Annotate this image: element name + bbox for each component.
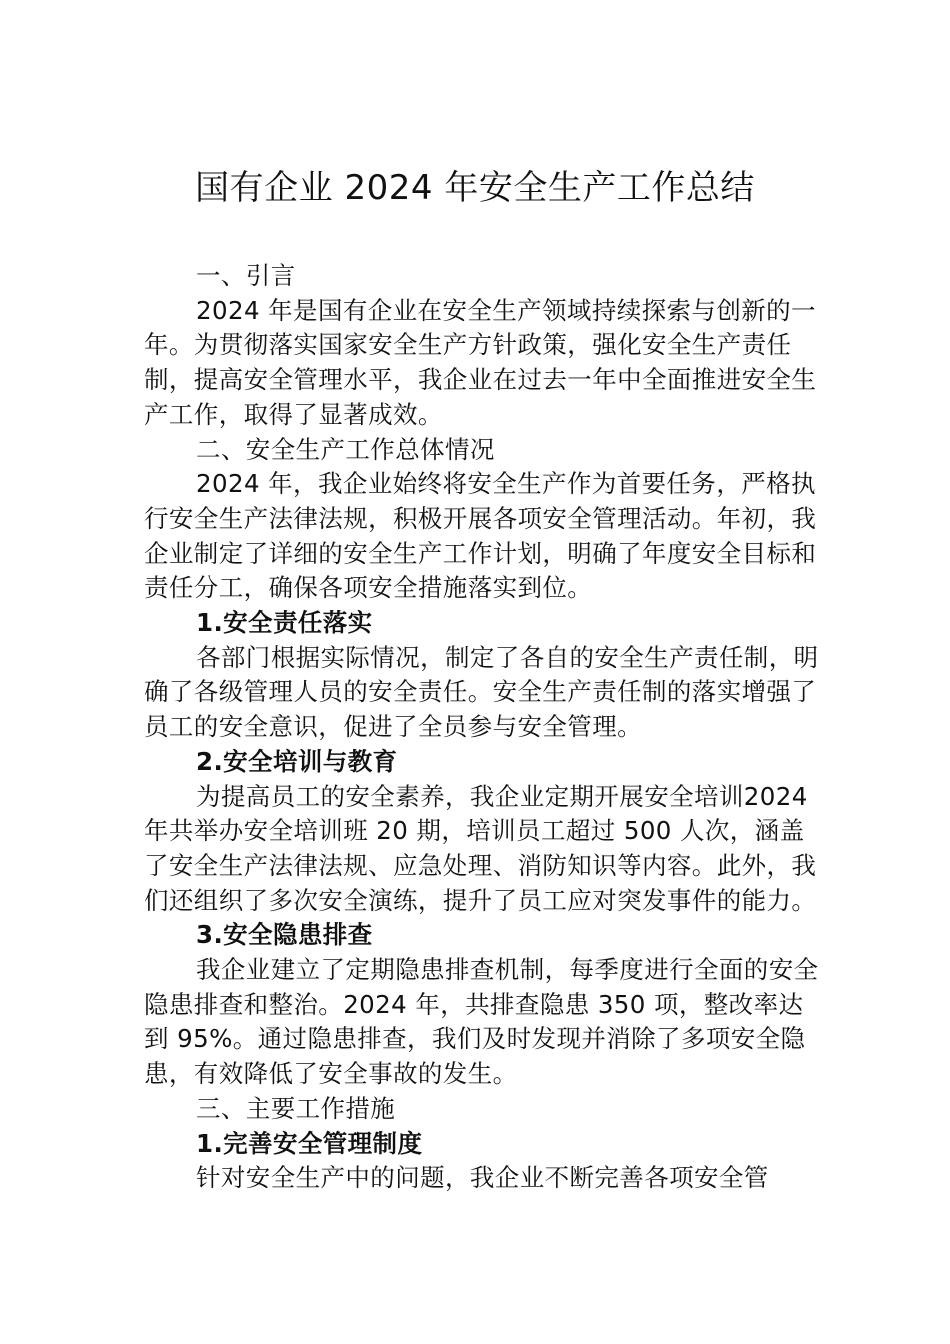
paragraph-overview: 2024 年，我企业始终将安全生产作为首要任务，严格执行安全生产法律法规，积极开展各项安全管理活动。年初，我企业制定了详细的安全生产工作计划，明确了年度安全目标和责任分工，确保各项安全措施落实到位。: [144, 469, 817, 603]
paragraph-training: 为提高员工的安全素养，我企业定期开展安全培训2024 年共举办安全培训班 20 期，培训员工超过 500 人次，涵盖了安全生产法律法规、应急处理、消防知识等内容。此外，我们还组织了多次安全演练，提升了员工应对突发事件的能力。: [144, 781, 817, 915]
section-heading-intro: 一、引言: [196, 261, 296, 290]
document-body: [144, 259, 824, 1196]
paragraph-intro: 2024 年是国有企业在安全生产领域持续探索与创新的一年。为贯彻落实国家安全生产方针政策，强化安全生产责任制，提高安全管理水平，我企业在过去一年中全面推进安全生产工作，取得了显著成效。: [144, 295, 817, 429]
subheading-responsibility: 1.安全责任落实: [196, 608, 373, 638]
subheading-training: 2.安全培训与教育: [196, 746, 398, 776]
document-title: 国有企业 2024 年安全生产工作总结: [195, 168, 755, 208]
subheading-management-system: 1.完善安全管理制度: [196, 1128, 423, 1158]
section-heading-overview: 二、安全生产工作总体情况: [196, 434, 495, 464]
subheading-hazard-check: 3.安全隐患排查: [196, 920, 373, 950]
paragraph-responsibility: 各部门根据实际情况，制定了各自的安全生产责任制，明确了各级管理人员的安全责任。安全生产责任制的落实增强了员工的安全意识，促进了全员参与安全管理。: [144, 642, 819, 742]
paragraph-hazard-check: 我企业建立了定期隐患排查机制，每季度进行全面的安全隐患排查和整治。2024 年，共排查隐患 350 项，整改率达到 95%。通过隐患排查，我们及时发现并消除了多项安全隐患，有效降低了安全事故的发生。: [144, 955, 819, 1089]
paragraph-management-system: 针对安全生产中的问题，我企业不断完善各项安全管: [196, 1163, 769, 1193]
section-heading-measures: 三、主要工作措施: [196, 1093, 396, 1123]
